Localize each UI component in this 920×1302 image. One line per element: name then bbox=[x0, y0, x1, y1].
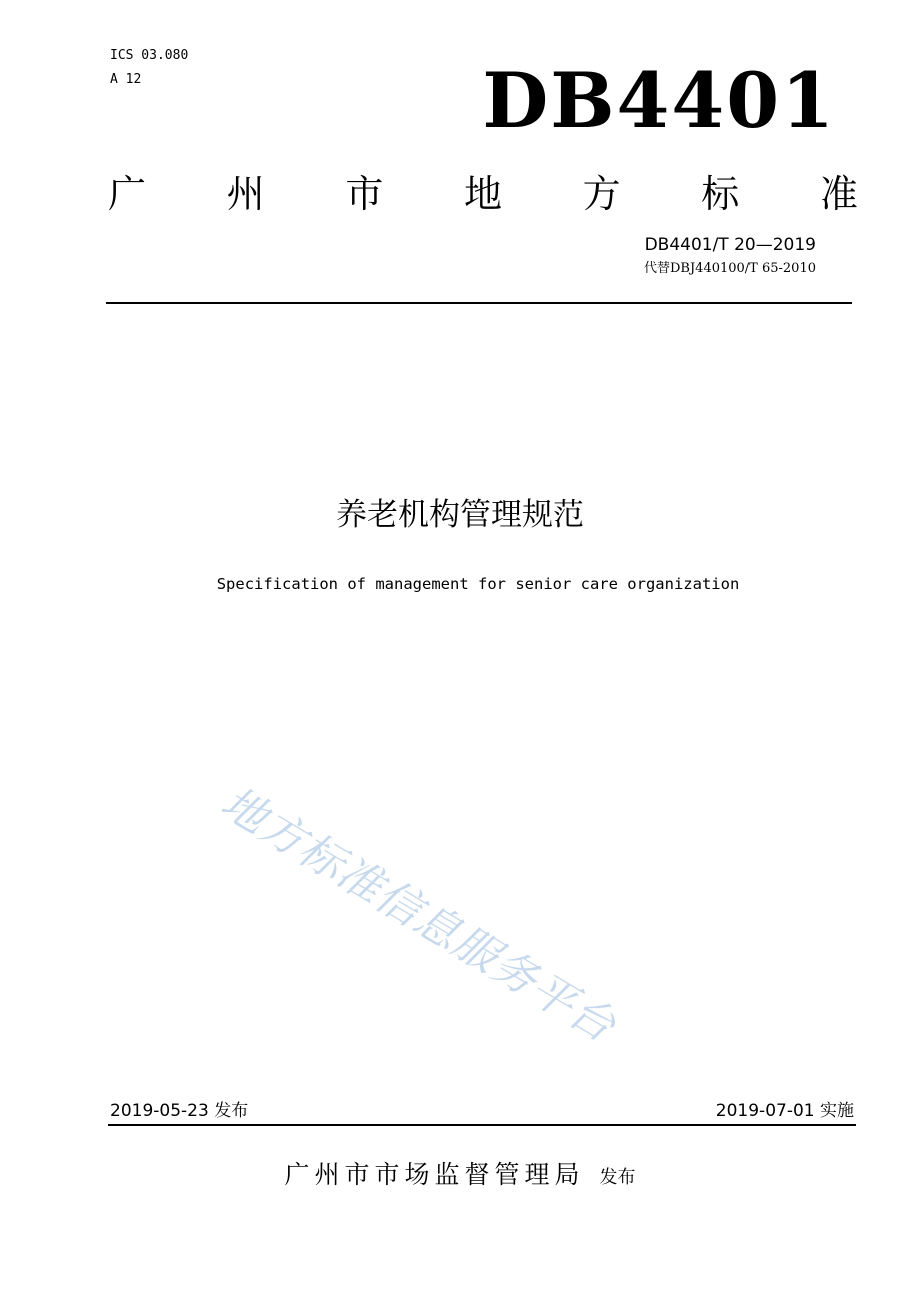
bottom-divider bbox=[108, 1124, 856, 1126]
issue-date: 2019-05-23 发布 bbox=[110, 1101, 249, 1121]
effective-date: 2019-07-01 实施 bbox=[715, 1101, 854, 1121]
standard-number: DB4401/T 20—2019 bbox=[644, 235, 816, 255]
standard-type-heading bbox=[108, 170, 858, 218]
issuing-authority: 广州市市场监督管理局 bbox=[284, 1160, 585, 1189]
standard-type-char: 准 bbox=[819, 172, 858, 216]
issuer-line bbox=[0, 1158, 920, 1195]
document-title-chinese: 养老机构管理规范 bbox=[336, 497, 584, 533]
standard-type-char: 地 bbox=[463, 172, 502, 216]
standard-type-char: 标 bbox=[701, 172, 740, 216]
replaced-standard: 代替DBJ440100/T 65-2010 bbox=[643, 261, 816, 276]
document-title-english: Specification of management for senior care organization bbox=[216, 575, 740, 593]
ics-code: ICS 03.080 bbox=[110, 48, 189, 63]
issuer-suffix: 发布 bbox=[599, 1167, 636, 1188]
classification-code: A 12 bbox=[110, 72, 142, 87]
standard-logo: DB4401 bbox=[482, 56, 836, 145]
standard-type-char: 方 bbox=[582, 172, 621, 216]
watermark bbox=[212, 760, 752, 1090]
standard-type-char: 广 bbox=[108, 172, 147, 216]
standard-type-char: 市 bbox=[345, 172, 384, 216]
top-divider bbox=[106, 302, 852, 304]
standard-type-char: 州 bbox=[226, 172, 265, 216]
watermark-text: 地方标准信息服务平台 bbox=[212, 777, 625, 1053]
